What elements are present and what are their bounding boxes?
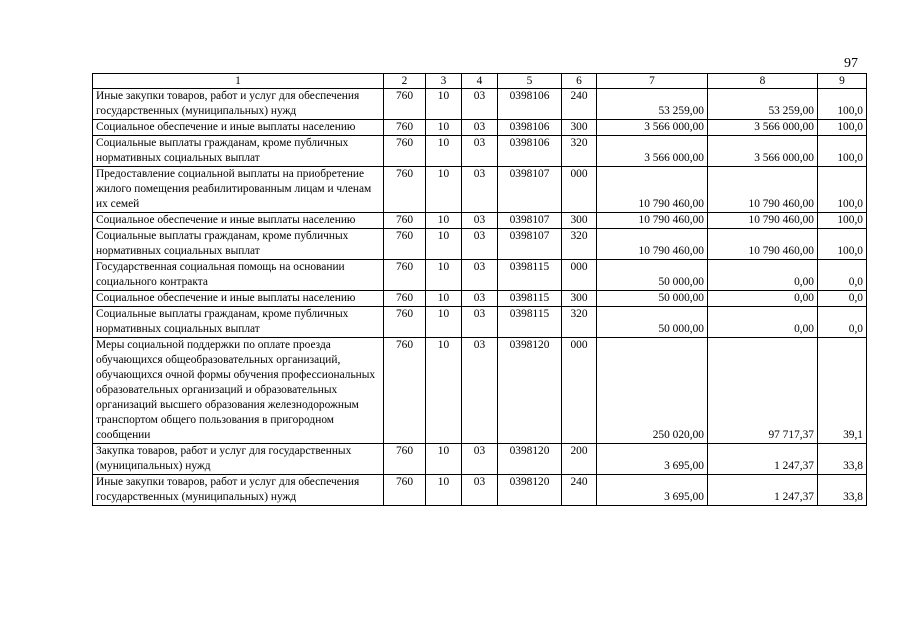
cell-code-2: 760 [384, 444, 426, 475]
cell-amount-8: 97 717,37 [708, 338, 818, 444]
col-header: 9 [818, 74, 867, 89]
cell-percent-9: 0,0 [818, 307, 867, 338]
cell-amount-7: 50 000,00 [597, 307, 708, 338]
cell-amount-8: 3 566 000,00 [708, 136, 818, 167]
cell-code-6: 240 [562, 89, 597, 120]
cell-amount-8: 0,00 [708, 260, 818, 291]
cell-code-3: 10 [426, 307, 462, 338]
cell-code-5: 0398106 [498, 136, 562, 167]
cell-code-3: 10 [426, 291, 462, 307]
cell-amount-8: 1 247,37 [708, 444, 818, 475]
cell-code-6: 300 [562, 213, 597, 229]
cell-percent-9: 33,8 [818, 444, 867, 475]
cell-code-3: 10 [426, 475, 462, 506]
cell-percent-9: 0,0 [818, 260, 867, 291]
table-row [93, 229, 867, 260]
cell-code-2: 760 [384, 291, 426, 307]
col-header: 1 [93, 74, 384, 89]
cell-percent-9: 100,0 [818, 136, 867, 167]
cell-code-3: 10 [426, 444, 462, 475]
table-row [93, 213, 867, 229]
cell-code-2: 760 [384, 307, 426, 338]
cell-code-2: 760 [384, 260, 426, 291]
cell-code-6: 000 [562, 167, 597, 213]
cell-code-3: 10 [426, 167, 462, 213]
cell-amount-7: 50 000,00 [597, 260, 708, 291]
cell-code-2: 760 [384, 167, 426, 213]
cell-amount-8: 0,00 [708, 307, 818, 338]
cell-code-3: 10 [426, 136, 462, 167]
header-row [93, 74, 867, 89]
cell-code-5: 0398120 [498, 338, 562, 444]
cell-amount-7: 50 000,00 [597, 291, 708, 307]
cell-amount-7: 250 020,00 [597, 338, 708, 444]
cell-name: Социальное обеспечение и иные выплаты населению [93, 213, 384, 229]
cell-name: Социальные выплаты гражданам, кроме публичных нормативных социальных выплат [93, 136, 384, 167]
cell-percent-9: 33,8 [818, 475, 867, 506]
cell-percent-9: 100,0 [818, 120, 867, 136]
cell-code-5: 0398115 [498, 291, 562, 307]
budget-table [92, 73, 867, 506]
cell-code-5: 0398106 [498, 120, 562, 136]
cell-code-6: 000 [562, 260, 597, 291]
table-row [93, 307, 867, 338]
cell-percent-9: 39,1 [818, 338, 867, 444]
cell-code-5: 0398115 [498, 260, 562, 291]
cell-code-3: 10 [426, 120, 462, 136]
cell-code-4: 03 [462, 307, 498, 338]
cell-amount-8: 3 566 000,00 [708, 120, 818, 136]
cell-code-6: 320 [562, 307, 597, 338]
cell-code-4: 03 [462, 229, 498, 260]
cell-code-3: 10 [426, 89, 462, 120]
cell-name: Меры социальной поддержки по оплате проезда обучающихся общеобразовательных организаций, обучающихся очной формы обучения профессиональных образовательных организаций и образовательных организаций высшего образования железнодорожным транспортом общего пользования в пригородном сообщении [93, 338, 384, 444]
col-header: 8 [708, 74, 818, 89]
cell-name: Социальные выплаты гражданам, кроме публичных нормативных социальных выплат [93, 229, 384, 260]
cell-code-6: 320 [562, 229, 597, 260]
cell-code-2: 760 [384, 338, 426, 444]
cell-name: Государственная социальная помощь на основании социального контракта [93, 260, 384, 291]
cell-code-5: 0398120 [498, 475, 562, 506]
cell-code-6: 300 [562, 120, 597, 136]
cell-code-2: 760 [384, 136, 426, 167]
col-header: 3 [426, 74, 462, 89]
col-header: 5 [498, 74, 562, 89]
cell-code-4: 03 [462, 213, 498, 229]
table-row [93, 167, 867, 213]
cell-amount-7: 3 695,00 [597, 475, 708, 506]
table-row [93, 338, 867, 444]
cell-code-5: 0398120 [498, 444, 562, 475]
cell-code-4: 03 [462, 444, 498, 475]
cell-name: Иные закупки товаров, работ и услуг для обеспечения государственных (муниципальных) нужд [93, 89, 384, 120]
cell-code-2: 760 [384, 229, 426, 260]
cell-code-6: 240 [562, 475, 597, 506]
cell-name: Закупка товаров, работ и услуг для государственных (муниципальных) нужд [93, 444, 384, 475]
cell-code-5: 0398107 [498, 229, 562, 260]
table-row [93, 291, 867, 307]
table-row [93, 444, 867, 475]
cell-percent-9: 0,0 [818, 291, 867, 307]
cell-name: Иные закупки товаров, работ и услуг для обеспечения государственных (муниципальных) нужд [93, 475, 384, 506]
cell-code-4: 03 [462, 291, 498, 307]
cell-amount-8: 10 790 460,00 [708, 213, 818, 229]
cell-amount-8: 10 790 460,00 [708, 167, 818, 213]
cell-code-2: 760 [384, 213, 426, 229]
cell-code-6: 200 [562, 444, 597, 475]
col-header: 6 [562, 74, 597, 89]
cell-code-5: 0398107 [498, 213, 562, 229]
cell-code-5: 0398106 [498, 89, 562, 120]
cell-percent-9: 100,0 [818, 167, 867, 213]
cell-name: Социальное обеспечение и иные выплаты населению [93, 120, 384, 136]
table-row [93, 120, 867, 136]
cell-code-3: 10 [426, 229, 462, 260]
cell-amount-7: 3 566 000,00 [597, 120, 708, 136]
col-header: 7 [597, 74, 708, 89]
cell-amount-7: 10 790 460,00 [597, 229, 708, 260]
cell-amount-7: 10 790 460,00 [597, 167, 708, 213]
table-row [93, 475, 867, 506]
cell-code-4: 03 [462, 260, 498, 291]
cell-code-6: 300 [562, 291, 597, 307]
cell-code-2: 760 [384, 89, 426, 120]
cell-percent-9: 100,0 [818, 229, 867, 260]
cell-amount-8: 53 259,00 [708, 89, 818, 120]
cell-code-5: 0398115 [498, 307, 562, 338]
cell-code-6: 000 [562, 338, 597, 444]
table-row [93, 136, 867, 167]
cell-code-4: 03 [462, 338, 498, 444]
cell-code-4: 03 [462, 136, 498, 167]
cell-amount-8: 0,00 [708, 291, 818, 307]
cell-name: Социальные выплаты гражданам, кроме публичных нормативных социальных выплат [93, 307, 384, 338]
cell-percent-9: 100,0 [818, 89, 867, 120]
cell-amount-7: 3 566 000,00 [597, 136, 708, 167]
cell-code-3: 10 [426, 338, 462, 444]
cell-amount-7: 10 790 460,00 [597, 213, 708, 229]
cell-amount-8: 10 790 460,00 [708, 229, 818, 260]
cell-code-4: 03 [462, 167, 498, 213]
table-row [93, 260, 867, 291]
cell-code-6: 320 [562, 136, 597, 167]
table-row [93, 89, 867, 120]
cell-code-2: 760 [384, 120, 426, 136]
cell-name: Социальное обеспечение и иные выплаты населению [93, 291, 384, 307]
cell-amount-8: 1 247,37 [708, 475, 818, 506]
cell-amount-7: 3 695,00 [597, 444, 708, 475]
cell-percent-9: 100,0 [818, 213, 867, 229]
cell-code-4: 03 [462, 475, 498, 506]
cell-name: Предоставление социальной выплаты на приобретение жилого помещения реабилитированным лицам и членам их семей [93, 167, 384, 213]
cell-code-3: 10 [426, 213, 462, 229]
col-header: 4 [462, 74, 498, 89]
cell-code-5: 0398107 [498, 167, 562, 213]
cell-amount-7: 53 259,00 [597, 89, 708, 120]
cell-code-4: 03 [462, 120, 498, 136]
cell-code-2: 760 [384, 475, 426, 506]
cell-code-3: 10 [426, 260, 462, 291]
page-number: 97 [844, 56, 858, 71]
col-header: 2 [384, 74, 426, 89]
cell-code-4: 03 [462, 89, 498, 120]
